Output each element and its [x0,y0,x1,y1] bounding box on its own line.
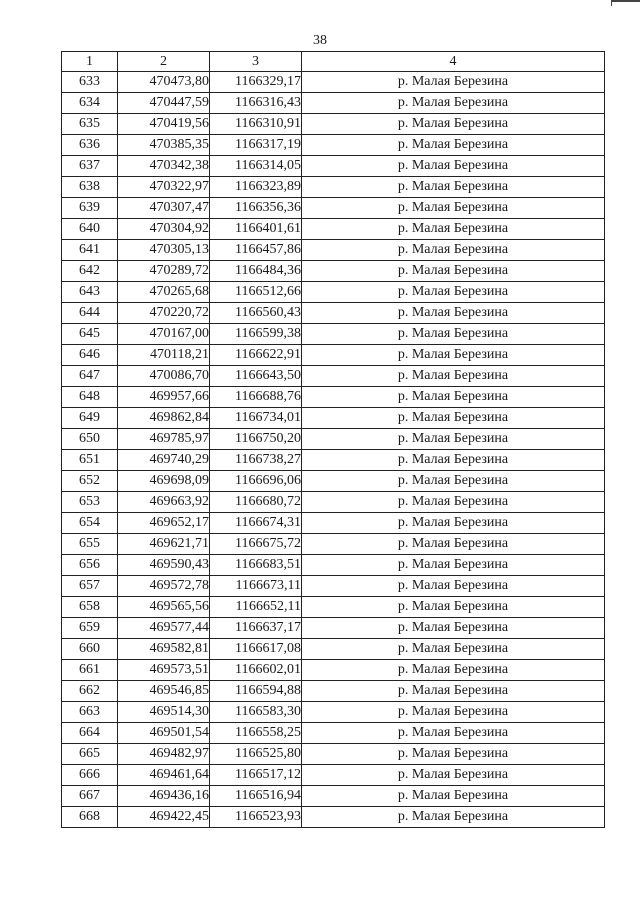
table-row [62,597,605,618]
column-header-4: 4 [302,52,605,72]
x-coordinate-cell: 469422,45 [118,807,210,828]
y-coordinate-cell: 1166680,72 [210,492,302,513]
description-cell: р. Малая Березина [302,702,605,723]
x-coordinate-cell: 469621,71 [118,534,210,555]
point-number-cell: 640 [62,219,118,240]
description-cell: р. Малая Березина [302,723,605,744]
point-number-cell: 635 [62,114,118,135]
x-coordinate-cell: 470307,47 [118,198,210,219]
description-cell: р. Малая Березина [302,681,605,702]
y-coordinate-cell: 1166323,89 [210,177,302,198]
description-cell: р. Малая Березина [302,303,605,324]
point-number-cell: 653 [62,492,118,513]
x-coordinate-cell: 470385,35 [118,135,210,156]
y-coordinate-cell: 1166516,94 [210,786,302,807]
x-coordinate-cell: 469652,17 [118,513,210,534]
description-cell: р. Малая Березина [302,618,605,639]
table-row [62,660,605,681]
description-cell: р. Малая Березина [302,240,605,261]
column-header-1: 1 [62,52,118,72]
y-coordinate-cell: 1166356,36 [210,198,302,219]
y-coordinate-cell: 1166523,93 [210,807,302,828]
table-header [62,52,605,72]
x-coordinate-cell: 469590,43 [118,555,210,576]
table-row [62,324,605,345]
y-coordinate-cell: 1166643,50 [210,366,302,387]
point-number-cell: 639 [62,198,118,219]
point-number-cell: 643 [62,282,118,303]
table-row [62,177,605,198]
description-cell: р. Малая Березина [302,597,605,618]
table-row [62,240,605,261]
point-number-cell: 636 [62,135,118,156]
point-number-cell: 665 [62,744,118,765]
point-number-cell: 637 [62,156,118,177]
point-number-cell: 645 [62,324,118,345]
x-coordinate-cell: 469573,51 [118,660,210,681]
description-cell: р. Малая Березина [302,177,605,198]
x-coordinate-cell: 469577,44 [118,618,210,639]
point-number-cell: 663 [62,702,118,723]
point-number-cell: 655 [62,534,118,555]
description-cell: р. Малая Березина [302,345,605,366]
description-cell: р. Малая Березина [302,534,605,555]
table-row [62,618,605,639]
description-cell: р. Малая Березина [302,471,605,492]
point-number-cell: 661 [62,660,118,681]
x-coordinate-cell: 469572,78 [118,576,210,597]
point-number-cell: 642 [62,261,118,282]
point-number-cell: 646 [62,345,118,366]
description-cell: р. Малая Березина [302,387,605,408]
y-coordinate-cell: 1166674,31 [210,513,302,534]
y-coordinate-cell: 1166517,12 [210,765,302,786]
description-cell: р. Малая Березина [302,114,605,135]
y-coordinate-cell: 1166401,61 [210,219,302,240]
y-coordinate-cell: 1166560,43 [210,303,302,324]
description-cell: р. Малая Березина [302,555,605,576]
table-row [62,639,605,660]
table-row [62,114,605,135]
x-coordinate-cell: 470220,72 [118,303,210,324]
point-number-cell: 644 [62,303,118,324]
table-row [62,744,605,765]
point-number-cell: 649 [62,408,118,429]
y-coordinate-cell: 1166314,05 [210,156,302,177]
description-cell: р. Малая Березина [302,807,605,828]
x-coordinate-cell: 470118,21 [118,345,210,366]
y-coordinate-cell: 1166652,11 [210,597,302,618]
x-coordinate-cell: 469957,66 [118,387,210,408]
y-coordinate-cell: 1166594,88 [210,681,302,702]
table-row [62,723,605,744]
table-row [62,765,605,786]
point-number-cell: 638 [62,177,118,198]
description-cell: р. Малая Березина [302,408,605,429]
description-cell: р. Малая Березина [302,450,605,471]
table-row [62,366,605,387]
point-number-cell: 667 [62,786,118,807]
point-number-cell: 652 [62,471,118,492]
y-coordinate-cell: 1166329,17 [210,72,302,93]
x-coordinate-cell: 469862,84 [118,408,210,429]
y-coordinate-cell: 1166525,80 [210,744,302,765]
x-coordinate-cell: 469482,97 [118,744,210,765]
description-cell: р. Малая Березина [302,261,605,282]
description-cell: р. Малая Березина [302,219,605,240]
point-number-cell: 664 [62,723,118,744]
point-number-cell: 662 [62,681,118,702]
table-row [62,135,605,156]
table-row [62,534,605,555]
x-coordinate-cell: 470322,97 [118,177,210,198]
table-row [62,513,605,534]
y-coordinate-cell: 1166457,86 [210,240,302,261]
y-coordinate-cell: 1166617,08 [210,639,302,660]
point-number-cell: 651 [62,450,118,471]
table-row [62,156,605,177]
x-coordinate-cell: 469546,85 [118,681,210,702]
table-row [62,786,605,807]
x-coordinate-cell: 469582,81 [118,639,210,660]
y-coordinate-cell: 1166558,25 [210,723,302,744]
point-number-cell: 648 [62,387,118,408]
y-coordinate-cell: 1166583,30 [210,702,302,723]
description-cell: р. Малая Березина [302,660,605,681]
x-coordinate-cell: 469663,92 [118,492,210,513]
point-number-cell: 634 [62,93,118,114]
y-coordinate-cell: 1166317,19 [210,135,302,156]
table-row [62,198,605,219]
y-coordinate-cell: 1166673,11 [210,576,302,597]
table-row [62,471,605,492]
point-number-cell: 666 [62,765,118,786]
y-coordinate-cell: 1166675,72 [210,534,302,555]
y-coordinate-cell: 1166750,20 [210,429,302,450]
x-coordinate-cell: 469461,64 [118,765,210,786]
x-coordinate-cell: 470419,56 [118,114,210,135]
y-coordinate-cell: 1166316,43 [210,93,302,114]
header-row [62,52,605,72]
x-coordinate-cell: 470167,00 [118,324,210,345]
description-cell: р. Малая Березина [302,429,605,450]
x-coordinate-cell: 470086,70 [118,366,210,387]
y-coordinate-cell: 1166688,76 [210,387,302,408]
x-coordinate-cell: 469436,16 [118,786,210,807]
description-cell: р. Малая Березина [302,765,605,786]
table-row [62,387,605,408]
point-number-cell: 647 [62,366,118,387]
y-coordinate-cell: 1166683,51 [210,555,302,576]
table-row [62,702,605,723]
x-coordinate-cell: 470289,72 [118,261,210,282]
x-coordinate-cell: 470265,68 [118,282,210,303]
point-number-cell: 660 [62,639,118,660]
description-cell: р. Малая Березина [302,198,605,219]
point-number-cell: 656 [62,555,118,576]
table-row [62,72,605,93]
point-number-cell: 658 [62,597,118,618]
x-coordinate-cell: 469785,97 [118,429,210,450]
y-coordinate-cell: 1166599,38 [210,324,302,345]
description-cell: р. Малая Березина [302,513,605,534]
scan-edge-mark [611,0,640,6]
y-coordinate-cell: 1166738,27 [210,450,302,471]
table-row [62,681,605,702]
point-number-cell: 641 [62,240,118,261]
x-coordinate-cell: 469698,09 [118,471,210,492]
table-row [62,408,605,429]
y-coordinate-cell: 1166696,06 [210,471,302,492]
table-row [62,282,605,303]
description-cell: р. Малая Березина [302,576,605,597]
x-coordinate-cell: 470305,13 [118,240,210,261]
point-number-cell: 659 [62,618,118,639]
x-coordinate-cell: 470304,92 [118,219,210,240]
x-coordinate-cell: 469501,54 [118,723,210,744]
x-coordinate-cell: 469514,30 [118,702,210,723]
y-coordinate-cell: 1166484,36 [210,261,302,282]
table-row [62,303,605,324]
x-coordinate-cell: 469740,29 [118,450,210,471]
table-row [62,219,605,240]
table-body [62,72,605,828]
y-coordinate-cell: 1166637,17 [210,618,302,639]
description-cell: р. Малая Березина [302,324,605,345]
point-number-cell: 657 [62,576,118,597]
point-number-cell: 633 [62,72,118,93]
table-row [62,555,605,576]
x-coordinate-cell: 470447,59 [118,93,210,114]
column-header-2: 2 [118,52,210,72]
table-row [62,450,605,471]
table-row [62,345,605,366]
table-row [62,93,605,114]
x-coordinate-cell: 470342,38 [118,156,210,177]
description-cell: р. Малая Березина [302,366,605,387]
coordinates-table [61,51,605,828]
description-cell: р. Малая Березина [302,786,605,807]
column-header-3: 3 [210,52,302,72]
table-row [62,261,605,282]
y-coordinate-cell: 1166622,91 [210,345,302,366]
y-coordinate-cell: 1166512,66 [210,282,302,303]
description-cell: р. Малая Березина [302,93,605,114]
point-number-cell: 650 [62,429,118,450]
x-coordinate-cell: 470473,80 [118,72,210,93]
description-cell: р. Малая Березина [302,744,605,765]
table-row [62,492,605,513]
description-cell: р. Малая Березина [302,156,605,177]
table-row [62,576,605,597]
description-cell: р. Малая Березина [302,639,605,660]
page-number: 38 [313,33,327,48]
point-number-cell: 654 [62,513,118,534]
point-number-cell: 668 [62,807,118,828]
description-cell: р. Малая Березина [302,72,605,93]
table-row [62,807,605,828]
table-row [62,429,605,450]
description-cell: р. Малая Березина [302,282,605,303]
x-coordinate-cell: 469565,56 [118,597,210,618]
y-coordinate-cell: 1166602,01 [210,660,302,681]
y-coordinate-cell: 1166734,01 [210,408,302,429]
description-cell: р. Малая Березина [302,135,605,156]
description-cell: р. Малая Березина [302,492,605,513]
y-coordinate-cell: 1166310,91 [210,114,302,135]
